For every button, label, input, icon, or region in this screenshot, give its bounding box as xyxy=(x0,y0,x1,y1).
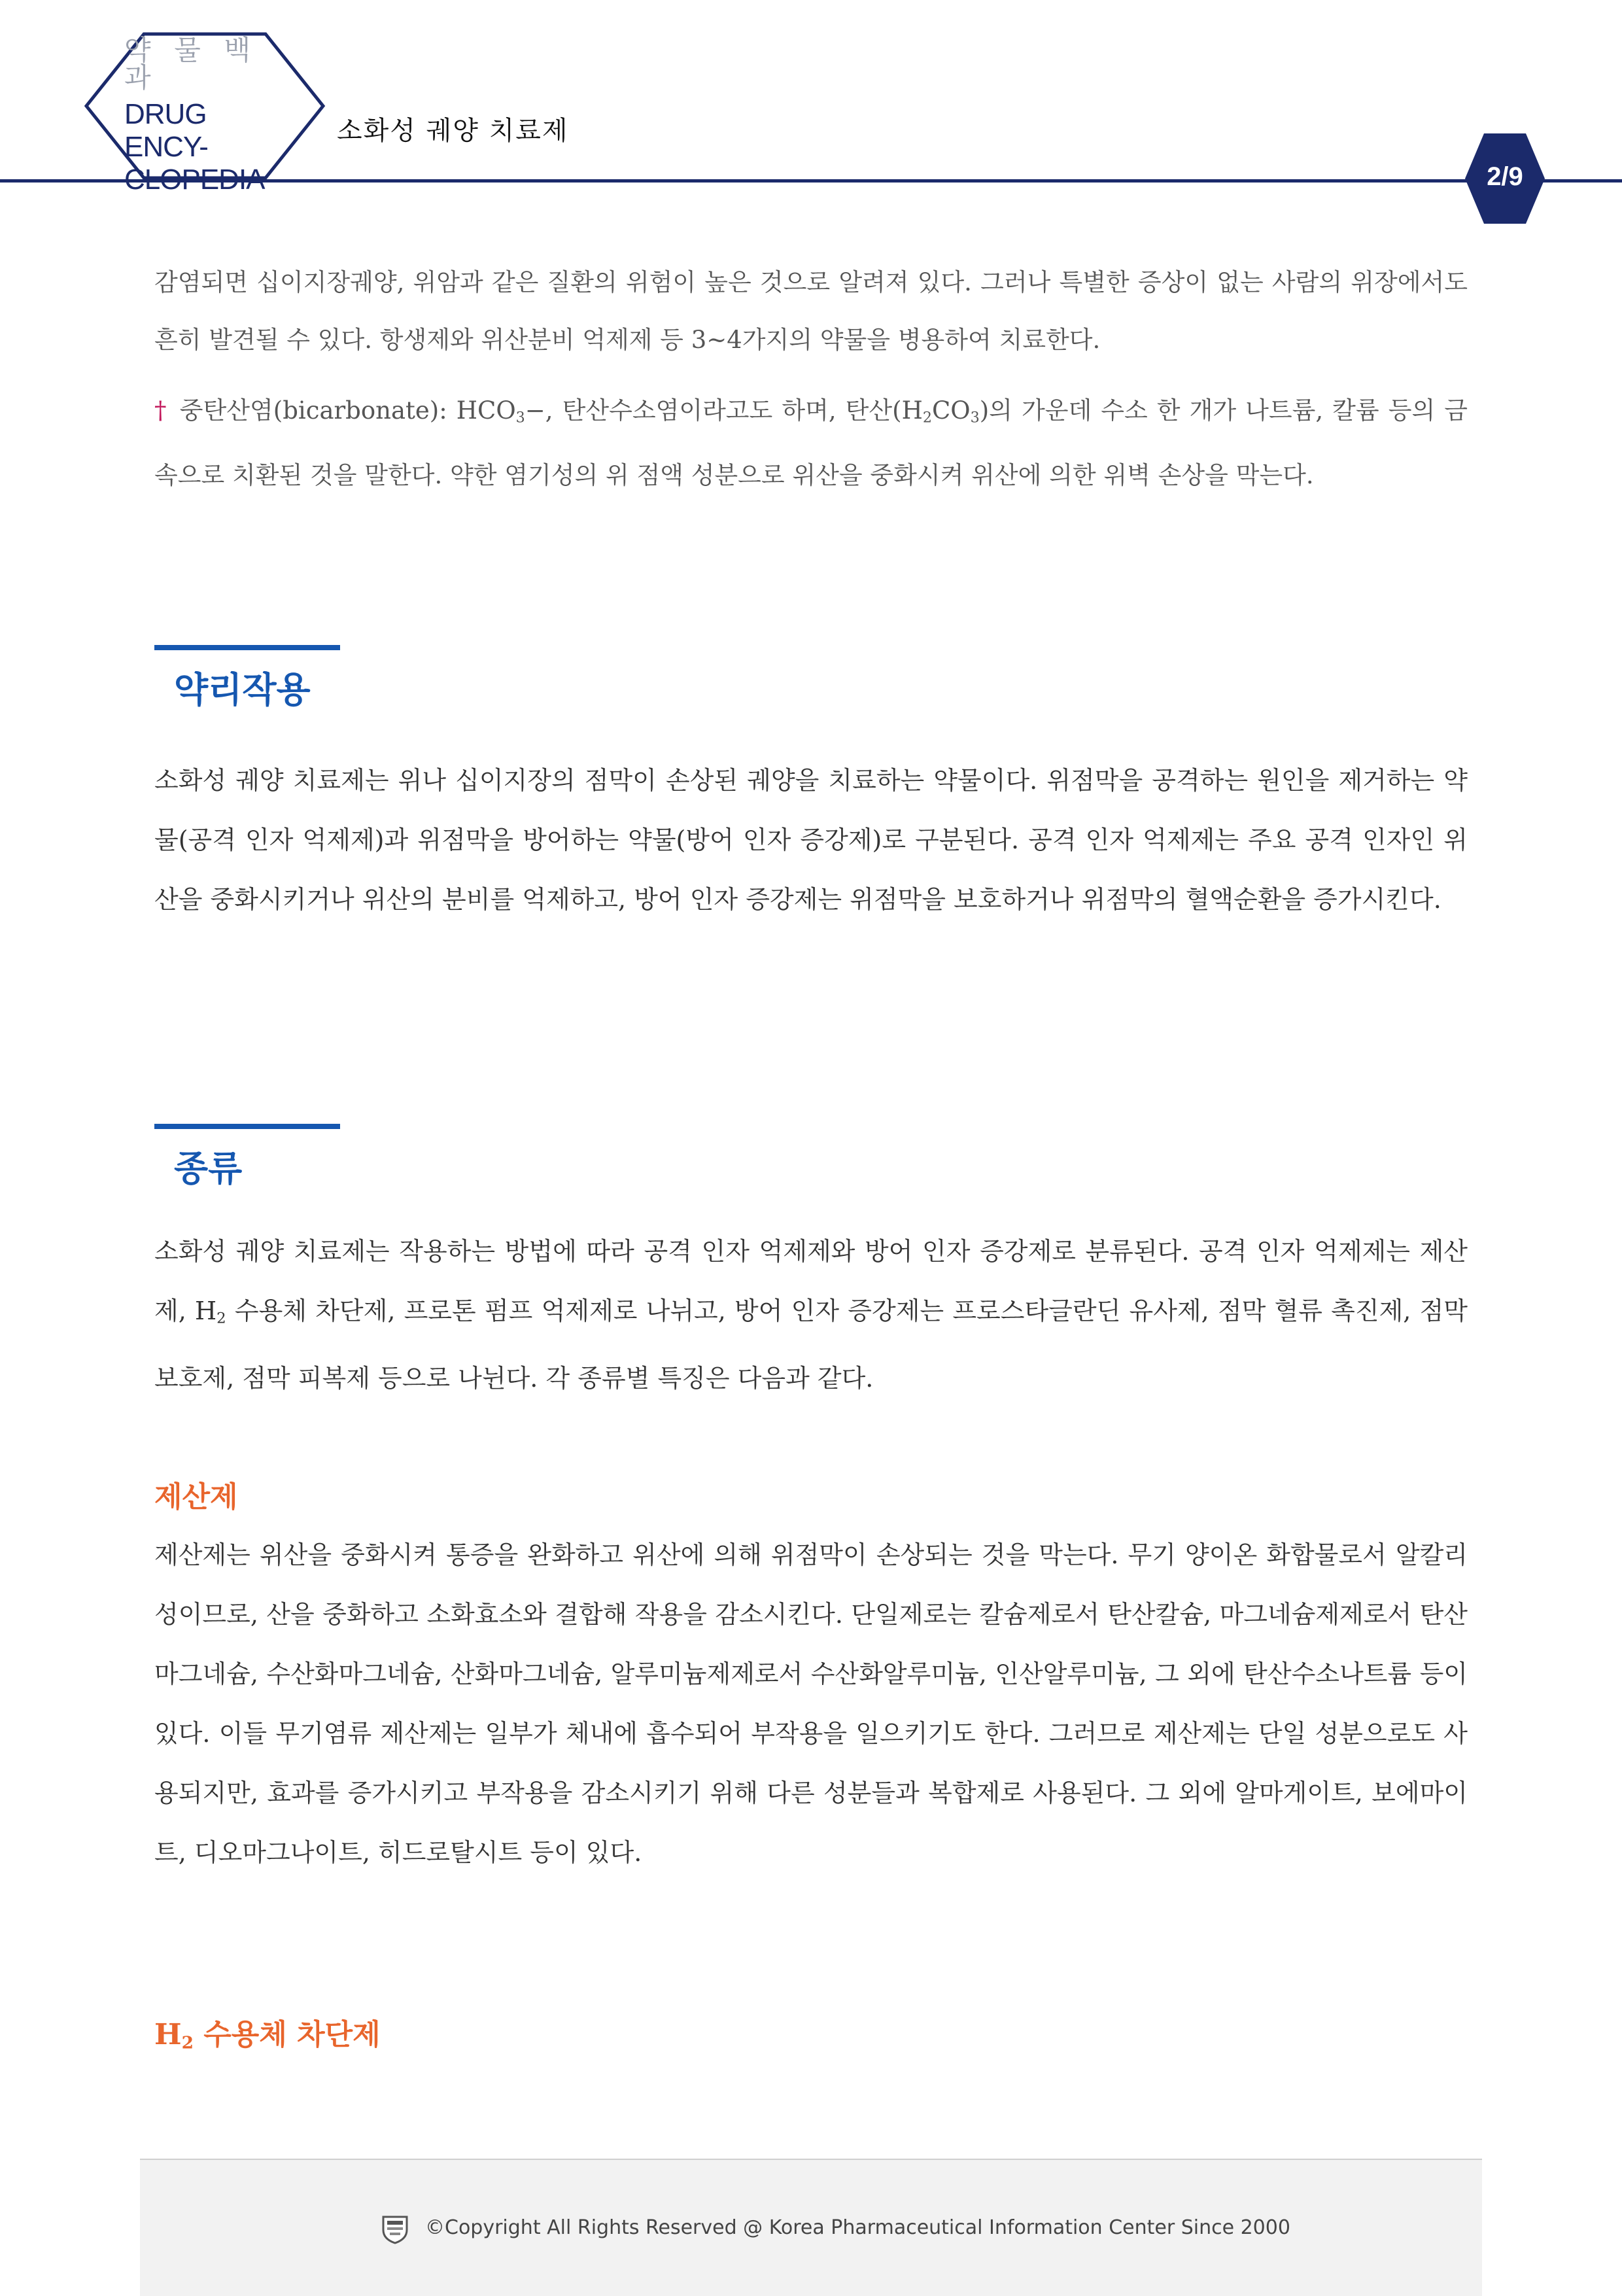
types-sub: 2 xyxy=(216,1310,226,1327)
logo xyxy=(124,37,288,196)
intro-paragraph: 감염되면 십이지장궤양, 위암과 같은 질환의 위험이 높은 것으로 알려져 있다. 그러나 특별한 증상이 없는 사람의 위장에서도 흔히 발견될 수 있다. 항생제와 위산분비 억제제 등 3~4가지의 약물을 병용하여 치료한다. xyxy=(154,268,1468,354)
document-title: 소화성 궤양 치료제 xyxy=(337,116,569,146)
section-title-types: 종류 xyxy=(174,1148,243,1189)
logo-english-line1: DRUG ENCY- xyxy=(124,98,208,163)
footnote-text-2: −, 탄산수소염이라고도 하며, 탄산(H xyxy=(525,396,923,425)
h2-title-rest: 수용체 차단제 xyxy=(193,2018,381,2051)
section-bar-pharmacology xyxy=(154,645,340,650)
footnote-text-4: )의 가운데 수소 한 개가 나트륨, 칼륨 등의 금속으로 치환된 것을 말한다. 약한 염기성의 위 점액 성분으로 위산을 중화시켜 위산에 의한 위벽 손상을 막는다. xyxy=(154,396,1468,489)
types-text-1: 소화성 궤양 치료제는 작용하는 방법에 따라 공격 인자 억제제와 방어 인자 증강제로 분류된다. 공격 인자 억제제는 제산제, H xyxy=(154,1237,1468,1325)
subsection-title-antacid: 제산제 xyxy=(154,1480,238,1514)
copyright-text: ©Copyright All Rights Reserved @ Korea Pharmaceutical Information Center Since 2000 xyxy=(425,2216,1290,2239)
shield-emblem-icon xyxy=(382,2214,408,2244)
dagger-mark: † xyxy=(154,396,168,425)
footnote-sub-3: 3 xyxy=(970,409,980,426)
footnote-text-1: 중탄산염(bicarbonate): HCO xyxy=(179,396,516,425)
section-bar-types xyxy=(154,1124,340,1129)
logo-english-line2: CLOPEDIA xyxy=(124,164,265,196)
logo-korean: 약 물 백 과 xyxy=(124,35,259,93)
pharmacology-paragraph: 소화성 궤양 치료제는 위나 십이지장의 점막이 손상된 궤양을 치료하는 약물이다. 위점막을 공격하는 원인을 제거하는 약물(공격 인자 억제제)과 위점막을 방어하는 약물(방어 인자 증강제)로 구분된다. 공격 인자 억제제는 주요 공격 인자인 위산을 중화시키거나 위산의 분비를 억제하고, 방어 인자 증강제는 위점막을 보호하거나 위점막의 혈액순환을 증가시킨다. xyxy=(154,766,1468,914)
footnote-text-3: CO xyxy=(931,396,971,425)
types-paragraph xyxy=(154,1222,1468,1408)
page-number: 2/9 xyxy=(1487,162,1523,191)
types-text-2: 수용체 차단제, 프로톤 펌프 억제제로 나뉘고, 방어 인자 증강제는 프로스타글란딘 유사제, 점막 혈류 촉진제, 점막 보호제, 점막 피복제 등으로 나뉜다. 각 종류별 특징은 다음과 같다. xyxy=(154,1296,1468,1393)
section-title-pharmacology: 약리작용 xyxy=(174,669,311,710)
footnote-sub-1: 3 xyxy=(515,409,525,426)
h2-title-sub: 2 xyxy=(181,2032,194,2053)
subsection-title-h2-blocker xyxy=(154,2011,381,2053)
footnote-sub-2: 2 xyxy=(922,409,932,426)
footnote-bicarbonate xyxy=(154,382,1468,504)
h2-title-prefix: H xyxy=(154,2018,182,2051)
antacid-paragraph: 제산제는 위산을 중화시켜 통증을 완화하고 위산에 의해 위점막이 손상되는 것을 막는다. 무기 양이온 화합물로서 알칼리성이므로, 산을 중화하고 소화효소와 결합해 작용을 감소시킨다. 단일제로는 칼슘제로서 탄산칼슘, 마그네슘제제로서 탄산마그네슘, 수산화마그네슘, 산화마그네슘, 알루미늄제제로서 수산화알루미늄, 인산알루미늄, 그 외에 탄산수소나트륨 등이 있다. 이들 무기염류 제산제는 일부가 체내에 흡수되어 부작용을 일으키기도 한다. 그러므로 제산제는 단일 성분으로도 사용되지만, 효과를 증가시키고 부작용을 감소시키기 위해 다른 성분들과 복합제로 사용된다. 그 외에 알마게이트, 보에마이트, 디오마그나이트, 히드로탈시트 등이 있다. xyxy=(154,1540,1468,1867)
footer xyxy=(140,2159,1482,2296)
